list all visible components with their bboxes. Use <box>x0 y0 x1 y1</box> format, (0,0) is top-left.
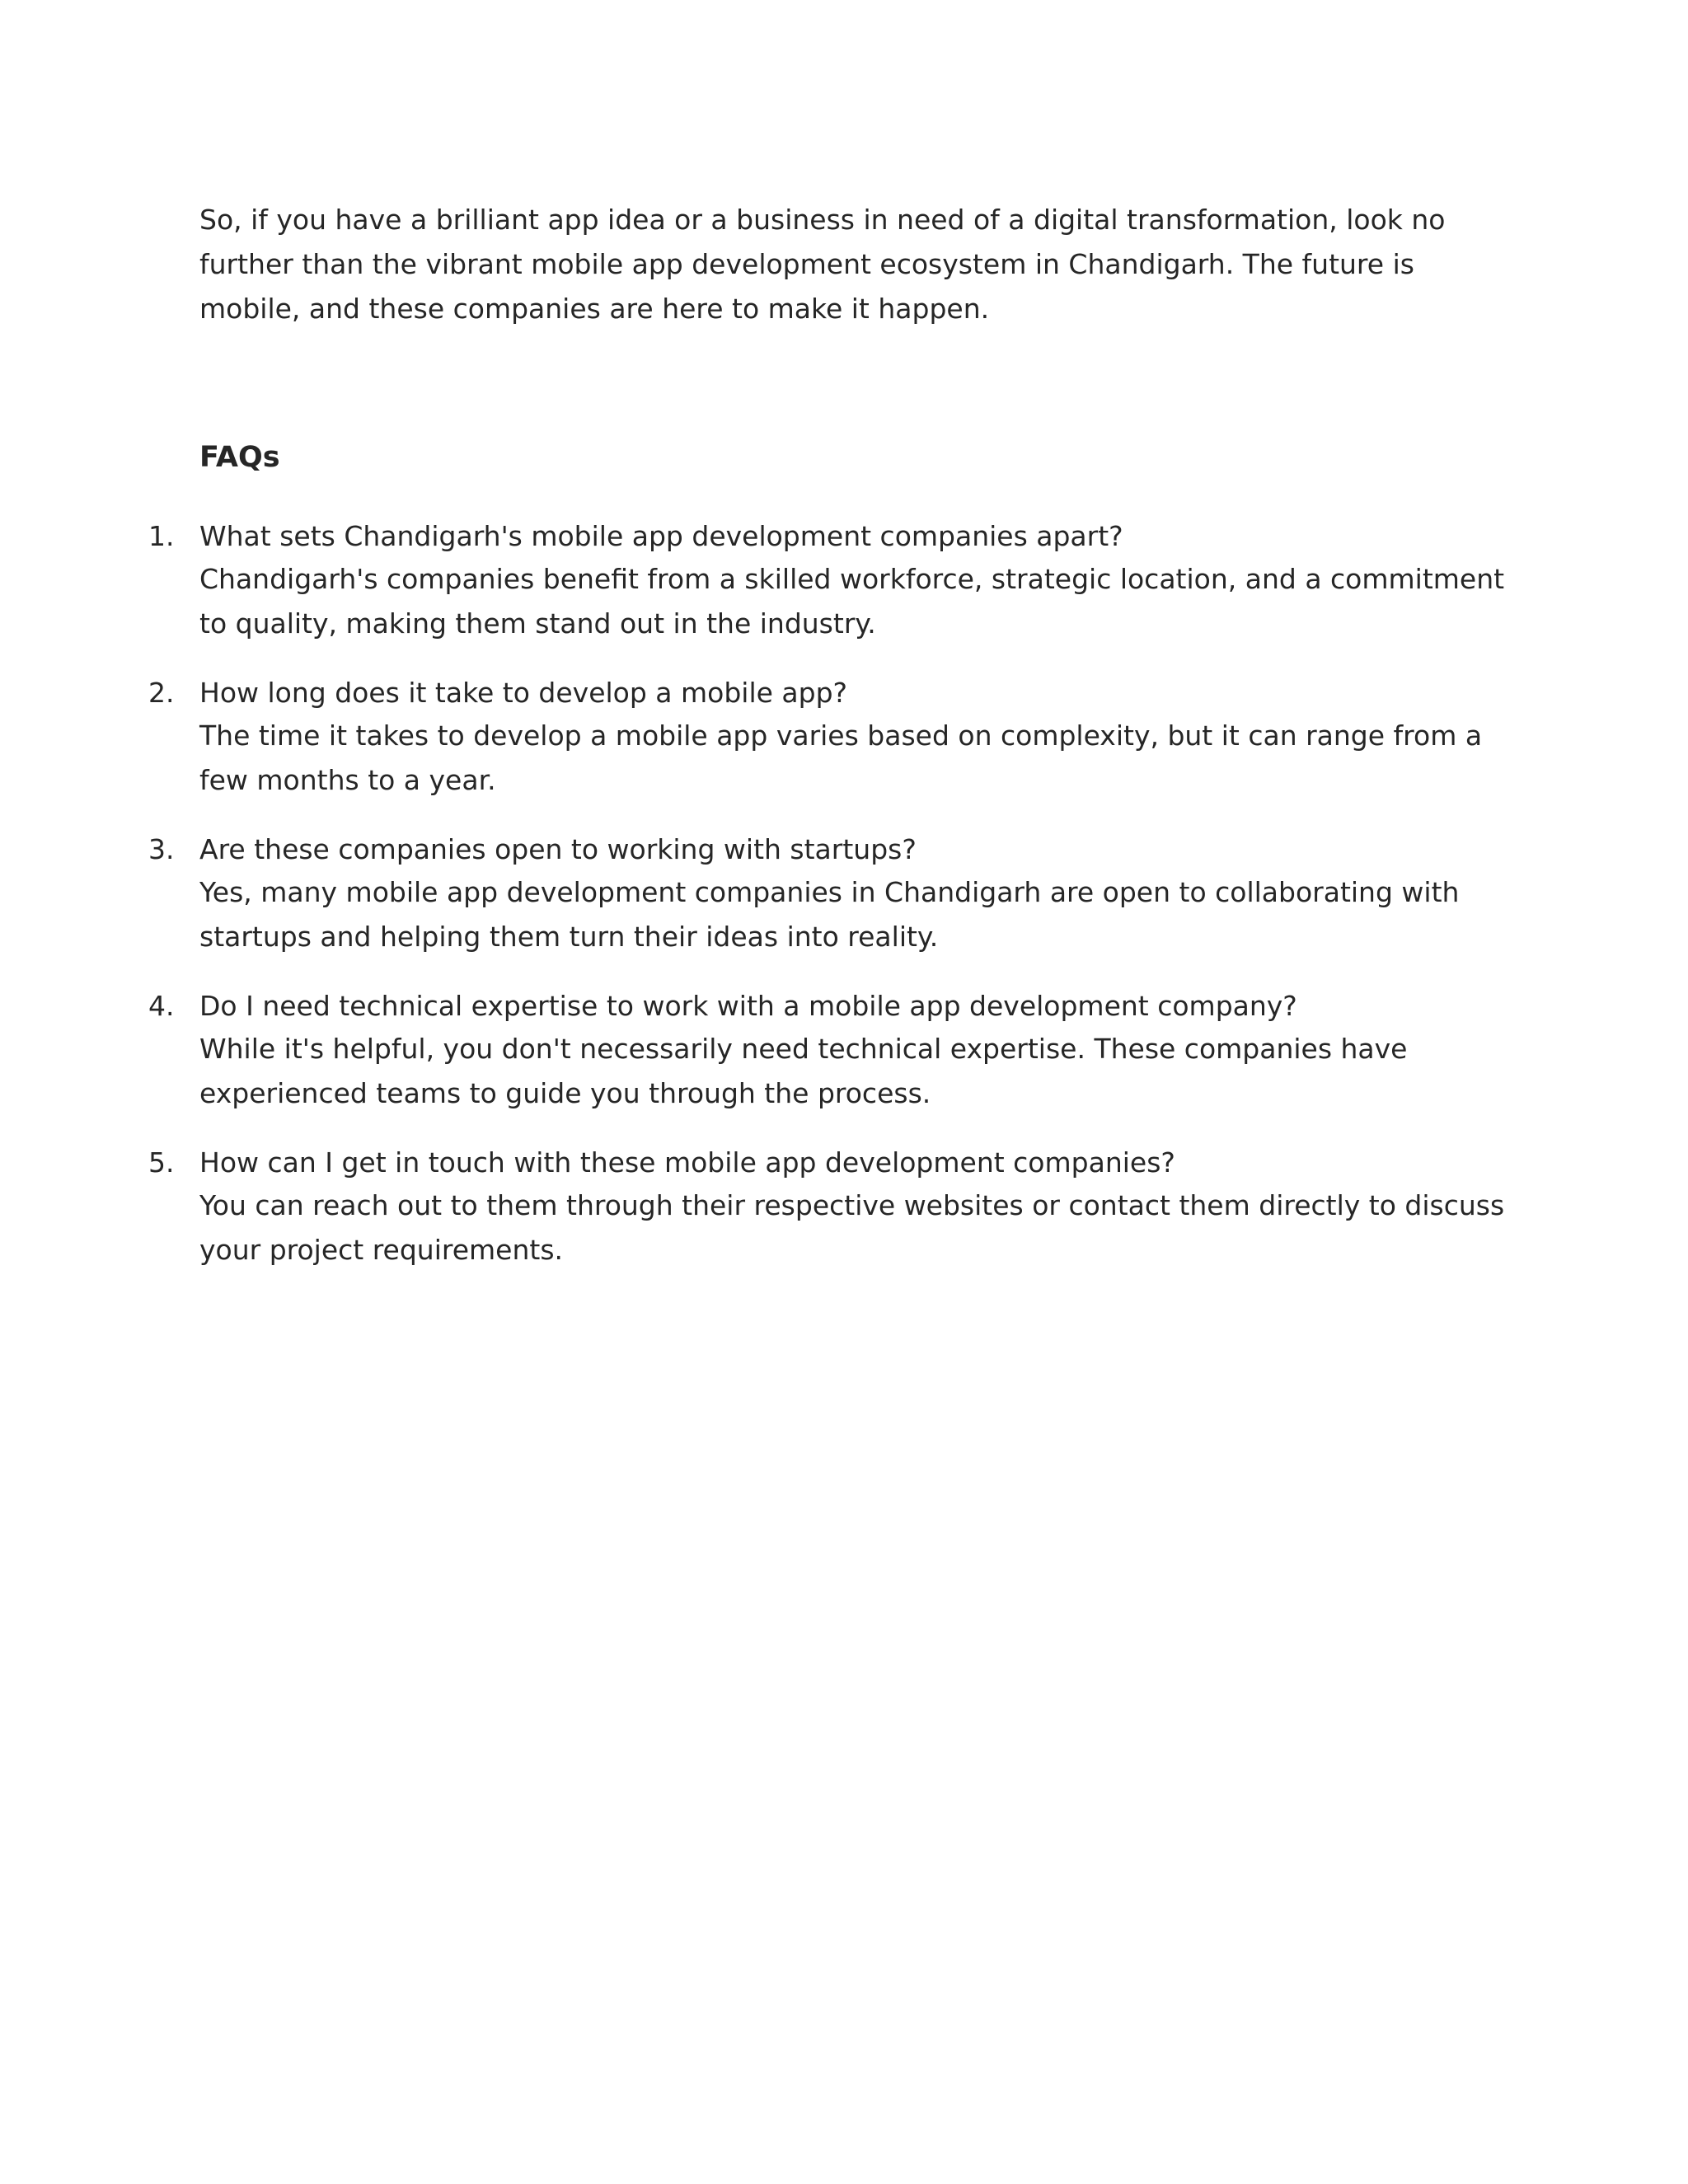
faq-list <box>0 516 1688 1299</box>
faq-item <box>0 673 1535 803</box>
faq-answer: Chandigarh's companies benefit from a skilled workforce, strategic location, and a commitment to quality, making them stand out in the industry. <box>199 563 1505 640</box>
faq-heading: FAQs <box>199 441 280 474</box>
faq-number: 2. <box>148 677 175 709</box>
faq-answer: The time it takes to develop a mobile app varies based on complexity, but it can range from a few months to a year. <box>199 719 1483 796</box>
intro-paragraph: So, if you have a brilliant app idea or a business in need of a digital transformation, look no further than the vibrant mobile app development ecosystem in Chandigarh. The future is mobile, and these companies are here to make it happen. <box>199 204 1446 325</box>
faq-number: 3. <box>148 833 175 865</box>
faq-number: 1. <box>148 520 175 552</box>
faq-item <box>0 1142 1535 1272</box>
faq-item <box>0 986 1535 1116</box>
faq-question: How long does it take to develop a mobile app? <box>199 677 848 709</box>
faq-item <box>0 516 1535 646</box>
faq-answer: You can reach out to them through their respective websites or contact them directly to discuss your project requirements. <box>199 1189 1505 1266</box>
faq-item <box>0 829 1535 959</box>
faq-answer: While it's helpful, you don't necessarily need technical expertise. These companies have experienced teams to guide you through the process. <box>199 1033 1408 1109</box>
faq-number: 4. <box>148 990 175 1022</box>
faq-answer: Yes, many mobile app development companies in Chandigarh are open to collaborating with startups and helping them turn their ideas into reality. <box>199 876 1460 953</box>
faq-question: What sets Chandigarh's mobile app development companies apart? <box>199 520 1123 552</box>
faq-question: Are these companies open to working with startups? <box>199 833 917 865</box>
faq-question: How can I get in touch with these mobile app development companies? <box>199 1146 1175 1179</box>
faq-number: 5. <box>148 1146 175 1179</box>
faq-question: Do I need technical expertise to work with a mobile app development company? <box>199 990 1297 1022</box>
